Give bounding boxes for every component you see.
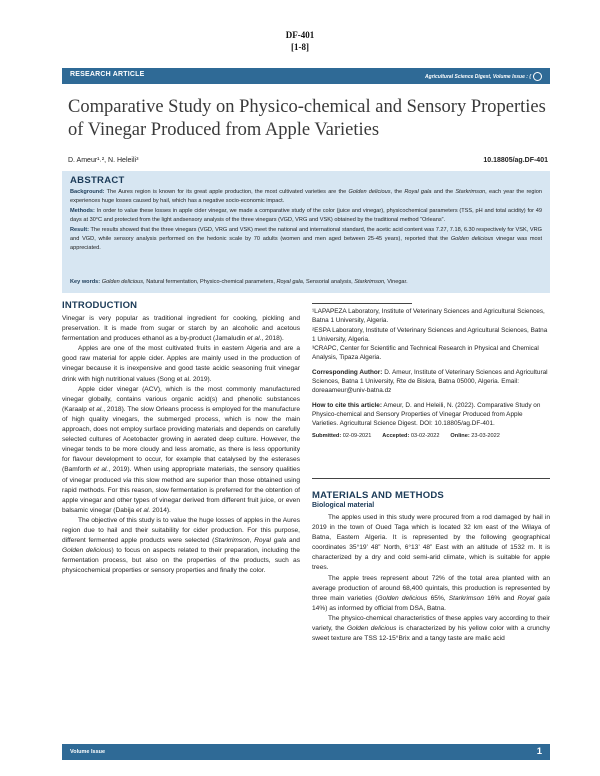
- abstract-heading: ABSTRACT: [70, 175, 125, 186]
- intro-paragraph-2: Apples are one of the most cultivated fruits in eastern Algeria and are a good raw material for apple cider. Apples are mainly used in the production of vinegar because it is inexpensive and good taste acidic seasoning fruit vinegar drink with high nutritional values (Song et al. 2019).: [62, 345, 300, 383]
- introduction-column: [62, 300, 300, 576]
- methods-subheading: Biological material: [312, 502, 375, 509]
- footer-volume: Volume Issue: [70, 749, 106, 755]
- methods-column: [312, 490, 550, 644]
- article-dates: Submitted: 02-09-2021 Accepted: 03-02-2022 Online: 23-03-2022: [312, 432, 500, 439]
- corresponding-author: Corresponding Author: D. Ameur, Institute of Veterinary Sciences and Agricultural Sciences, Batna 1 University, Rte de Biskra, Batna 05000, Algeria. Email: doreaameur@univ-batna.dz: [312, 368, 548, 395]
- affiliation: ¹LAPAPEZA Laboratory, Institute of Veterinary Sciences and Agricultural Sciences, Batna 1 University, Algeria.: [312, 308, 545, 325]
- affiliation: ³CRAPC, Center for Scientific and Technical Research in Physical and Chemical Analysis, Tipaza Algeria.: [312, 345, 539, 362]
- authors: D. Ameur¹˒², N. Heleili³: [68, 157, 139, 164]
- intro-paragraph-1: Vinegar is very popular as traditional ingredient for cooking, pickling and preservation. It is made from sugar or starch by an alcoholic and acetous fermentation and produces ethanol as a by-product (Jamaludin et al., 2018).: [62, 315, 300, 343]
- abstract-body: Background: The Aures region is known for its great apple production, the most cultivated varieties are the Golden delicious, the Royal gala and the Starkrimson, each year the region experiences huge losses caused by hail, which has a negative socio-economic impact. Methods: In order to value these losses in apple cider vinegar, we made a comparative study of the color (juice and vinegar), physicochemical parameters (TSS, pH and total acidity) for 49 days at 30°C and protected from the light andsensory analysis of the three vinegars (VGD, VRG and VSK) obtained by the traditional method “Orleans”. Result: The results showed that the three vinegars (VGD, VRG and VSK) meet the national and international standard, the acetic acid content was 7.27, 7.18, 6.30 respectively for VSK, VRG and VGD, while sensory analysis performed on the hedonic scale by 70 adults (women and men aged between 25-45 years), reported that the Golden delicious vinegar was most appreciated.: [70, 189, 543, 252]
- methods-paragraph-1: The apples used in this study were procured from a rod damaged by hail in 2019 in the town of Oued Taga which is located 32 km east of the Wilaya of Batna, Eastern Algeria. It is represented by the following geographical coordinates 35°19’ 48” North, 6°13’ 48” East with an altitude of 1532 m. It is characterized by a dry and cold semi-arid climate, which is suitable for apple trees.: [312, 514, 550, 572]
- intro-paragraph-4: The objective of this study is to value the huge losses of apples in the Aures region due to hail and their suitability for cider production. For this purpose, different fermented apple products were selected (Starkrimson, Royal gala and Golden delicious) to focus on aspects related to their preparation, including the fermentation process, but also on the properties of the products, such as physicochemical properties or sensory properties and finally the color.: [62, 516, 300, 575]
- keywords: Key words: Golden delicious, Natural fermentation, Physico-chemical parameters, Royal gala, Sensorial analysis, Starkrimson, Vinegar.: [70, 279, 408, 285]
- journal-info: Agricultural Science Digest, Volume Issue : (: [425, 72, 542, 81]
- top-banner: [62, 68, 550, 84]
- intro-paragraph-3: Apple cider vinegar (ACV), which is the most commonly manufactured vinegar globally, contains various organic acid(s) and phenolic substances (Karaalp et al., 2018). The slow Orleans process is employed for the manufacture of high quality vinegars, the submerged process, which is now the main approach, does not employ surface providing materials and depends on carefully selected cultures of Acetobacter growing in aerated deep culture. However, the vinegar tends to be more cloudy and less aromatic, as there is less opportunity for flavour development to occur, for example that catalysed by the esterases (Bamforth et al., 2019). When using appropriate materials, the sensory qualities of vinegar produced via this slow method are superior than those obtained using rapid methods. For this reason, slow fermentation is preferred for the obtention of apple vinegar and other types of vinegar derived from different fruit juice, or even balsamic vinegar (Dabija et al. 2014).: [62, 385, 301, 514]
- abstract-box: [62, 171, 550, 293]
- footnote-rule: [312, 303, 412, 304]
- affiliations-block: [312, 307, 550, 439]
- metadata-rule: [312, 478, 550, 479]
- how-to-cite: How to cite this article: Ameur, D. and Heleili, N. (2022). Comparative Study on Physico-chemical and Sensory Properties of Vinegar Produced from Apple Varieties. Agricultural Science Digest. DOI: 10.18805/ag.DF-401.: [312, 401, 541, 428]
- introduction-heading: INTRODUCTION: [62, 300, 138, 311]
- document-id: DF-401: [285, 30, 315, 40]
- affiliation: ²ESPA Laboratory, Institute of Veterinary Sciences and Agricultural Sciences, Batna 1 University, Algeria.: [312, 326, 548, 343]
- page-range: [1-8]: [291, 42, 309, 52]
- page-number: 1: [536, 746, 542, 757]
- doi[interactable]: 10.18805/ag.DF-401: [483, 157, 548, 164]
- methods-heading: MATERIALS AND METHODS: [312, 490, 444, 501]
- article-type: RESEARCH ARTICLE: [70, 71, 145, 78]
- article-title: Comparative Study on Physico-chemical and Sensory Properties of Vinegar Produced from Apple Varieties: [68, 97, 546, 140]
- methods-paragraph-2: The apple trees represent about 72% of the total area planted with an average production of around 68,400 quintals, this production is represented by three main varieties (Golden delicious 65%, Starkrimson 16% and Royal gala 14%) as informed by official from DSA, Batna.: [312, 574, 550, 612]
- methods-paragraph-3: The physico-chemical characteristics of these apples vary according to their variety, the Golden delicious is characterized by his yellow color with a crunchy sweet texture are TSS 12-15°Brix and a tangy taste are malic acid: [312, 614, 550, 643]
- footer-bar: [62, 744, 550, 760]
- journal-logo-icon: [533, 72, 542, 81]
